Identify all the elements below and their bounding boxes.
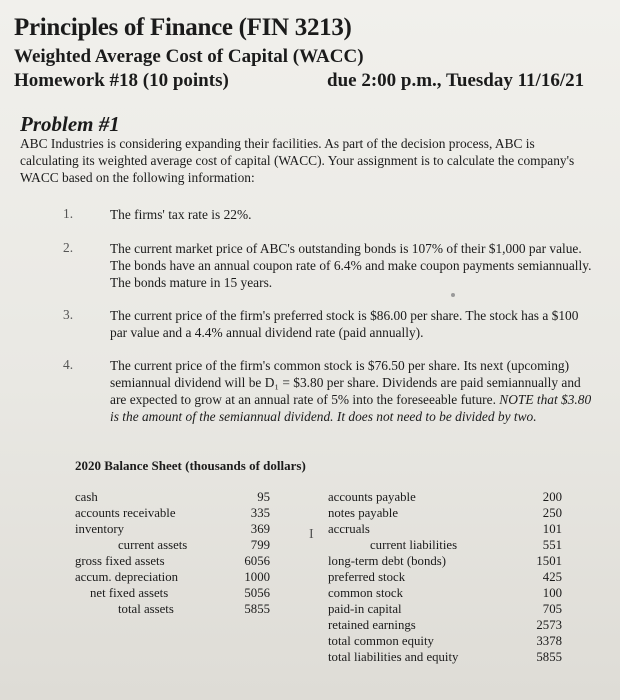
item-text: The firms' tax rate is 22%. <box>110 207 252 222</box>
liability-value: 705 <box>542 602 562 616</box>
scan-speck <box>451 293 455 297</box>
item-number: 3. <box>63 307 74 322</box>
asset-label: current assets <box>118 538 188 552</box>
item-text: The current market price of ABC's outstanding bonds is 107% of their $1,000 par value. The bonds have an annual coupon rate of 6.4% and make coupon payments semiannually. The bonds mature in 15 years. <box>110 241 592 290</box>
problem-intro: ABC Industries is considering expanding their facilities. As part of the decision process, ABC is calculating its weighted average cost of capital (WACC). Your assignment is to calculate the company's WACC based on the following information: <box>20 136 575 185</box>
liability-label: common stock <box>328 586 403 600</box>
item-text: The current price of the firm's preferred stock is $86.00 per share. The stock has a $100 par value and a 4.4% annual dividend rate (paid annually). <box>110 308 579 340</box>
asset-label: accum. depreciation <box>75 570 179 584</box>
asset-label: total assets <box>118 602 174 616</box>
asset-value: 799 <box>250 538 270 552</box>
liability-label: total liabilities and equity <box>328 650 459 664</box>
liability-value: 2573 <box>536 618 562 632</box>
item-text <box>110 357 592 425</box>
liability-label: total common equity <box>328 634 434 648</box>
liability-label: current liabilities <box>370 538 458 552</box>
balance-sheet-title: 2020 Balance Sheet (thousands of dollars) <box>75 458 306 473</box>
text-cursor-icon: I <box>309 527 314 542</box>
asset-label: net fixed assets <box>90 586 169 600</box>
item-note: NOTE that $3.80 is the amount of the semiannual dividend. It does not need to be divided by two. <box>110 392 592 424</box>
asset-value: 335 <box>250 506 270 520</box>
liability-value: 101 <box>542 522 562 536</box>
course-title: Principles of Finance (FIN 3213) <box>14 14 352 41</box>
asset-label: inventory <box>75 522 125 536</box>
asset-value: 369 <box>250 522 270 536</box>
liability-value: 3378 <box>536 634 562 648</box>
asset-label: cash <box>75 490 98 504</box>
topic-title: Weighted Average Cost of Capital (WACC) <box>14 46 364 67</box>
due-date: due 2:00 p.m., Tuesday 11/16/21 <box>327 70 585 91</box>
liability-value: 551 <box>542 538 562 552</box>
asset-value: 95 <box>257 490 270 504</box>
asset-label: gross fixed assets <box>75 554 165 568</box>
liability-label: preferred stock <box>328 570 406 584</box>
liability-value: 425 <box>542 570 562 584</box>
asset-value: 5855 <box>244 602 270 616</box>
liability-label: notes payable <box>328 506 399 520</box>
asset-value: 1000 <box>244 570 270 584</box>
asset-value: 6056 <box>244 554 270 568</box>
liability-value: 5855 <box>536 650 562 664</box>
liability-value: 250 <box>542 506 562 520</box>
liability-label: long-term debt (bonds) <box>328 554 446 568</box>
asset-value: 5056 <box>244 586 270 600</box>
item-number: 1. <box>63 206 74 221</box>
asset-label: accounts receivable <box>75 506 176 520</box>
liability-value: 200 <box>542 490 562 504</box>
homework-label: Homework #18 (10 points) <box>14 70 229 91</box>
liability-value: 1501 <box>536 554 562 568</box>
liability-label: retained earnings <box>328 618 416 632</box>
problem-title: Problem #1 <box>20 112 120 136</box>
item-number: 2. <box>63 240 74 255</box>
liability-value: 100 <box>542 586 562 600</box>
liability-label: accounts payable <box>328 490 416 504</box>
item-number: 4. <box>63 357 74 372</box>
liability-label: accruals <box>328 522 370 536</box>
liability-label: paid-in capital <box>328 602 402 616</box>
item-text-main: The current price of the firm's common stock is $76.50 per share. Its next (upcoming) semiannual dividend will be D₁ = $3.80 per share. Dividends are paid semiannually and are expected to grow at an annual rate of 5% into the foreseeable future. <box>110 358 581 407</box>
